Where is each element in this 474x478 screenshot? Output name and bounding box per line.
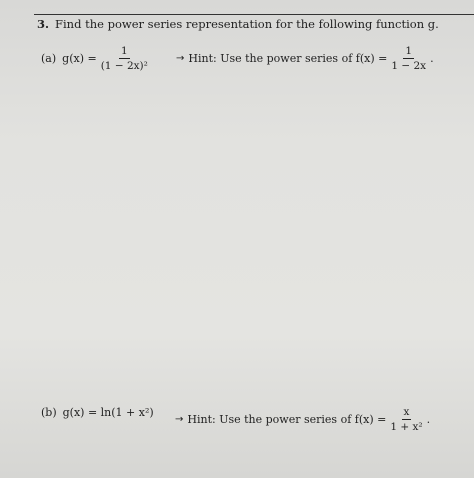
problem-number: 3. [37, 17, 50, 31]
part-a-denominator: (1 − 2x)² [100, 60, 148, 73]
part-a-hint-denominator: 1 − 2x [391, 60, 427, 73]
top-rule [34, 14, 474, 15]
part-b-hint-end: . [426, 413, 431, 427]
part-a-hint-fraction [389, 45, 428, 72]
part-b [41, 406, 154, 419]
part-b-hint-numerator: x [402, 406, 412, 420]
part-a-hint-end: . [430, 52, 434, 66]
arrow-icon: → [176, 53, 185, 65]
part-a-numerator: 1 [119, 45, 130, 59]
part-a-hint-text: Hint: Use the power series of f(x) = [188, 52, 388, 66]
part-a-label: (a) [41, 52, 57, 66]
part-a-lhs: g(x) = [62, 52, 97, 66]
arrow-icon: → [175, 414, 184, 426]
problem-statement [37, 17, 439, 31]
problem-text: Find the power series representation for the following function g. [55, 17, 439, 31]
part-b-expression: g(x) = ln(1 + x²) [62, 406, 154, 419]
part-b-hint [175, 406, 430, 433]
part-b-hint-denominator: 1 + x² [390, 421, 423, 434]
part-a-hint [176, 45, 434, 72]
part-a-fraction [99, 45, 150, 72]
part-b-hint-text: Hint: Use the power series of f(x) = [187, 413, 387, 427]
part-a [41, 45, 152, 72]
part-a-hint-numerator: 1 [403, 45, 414, 59]
part-b-hint-fraction [388, 406, 424, 433]
part-b-label: (b) [41, 406, 57, 419]
